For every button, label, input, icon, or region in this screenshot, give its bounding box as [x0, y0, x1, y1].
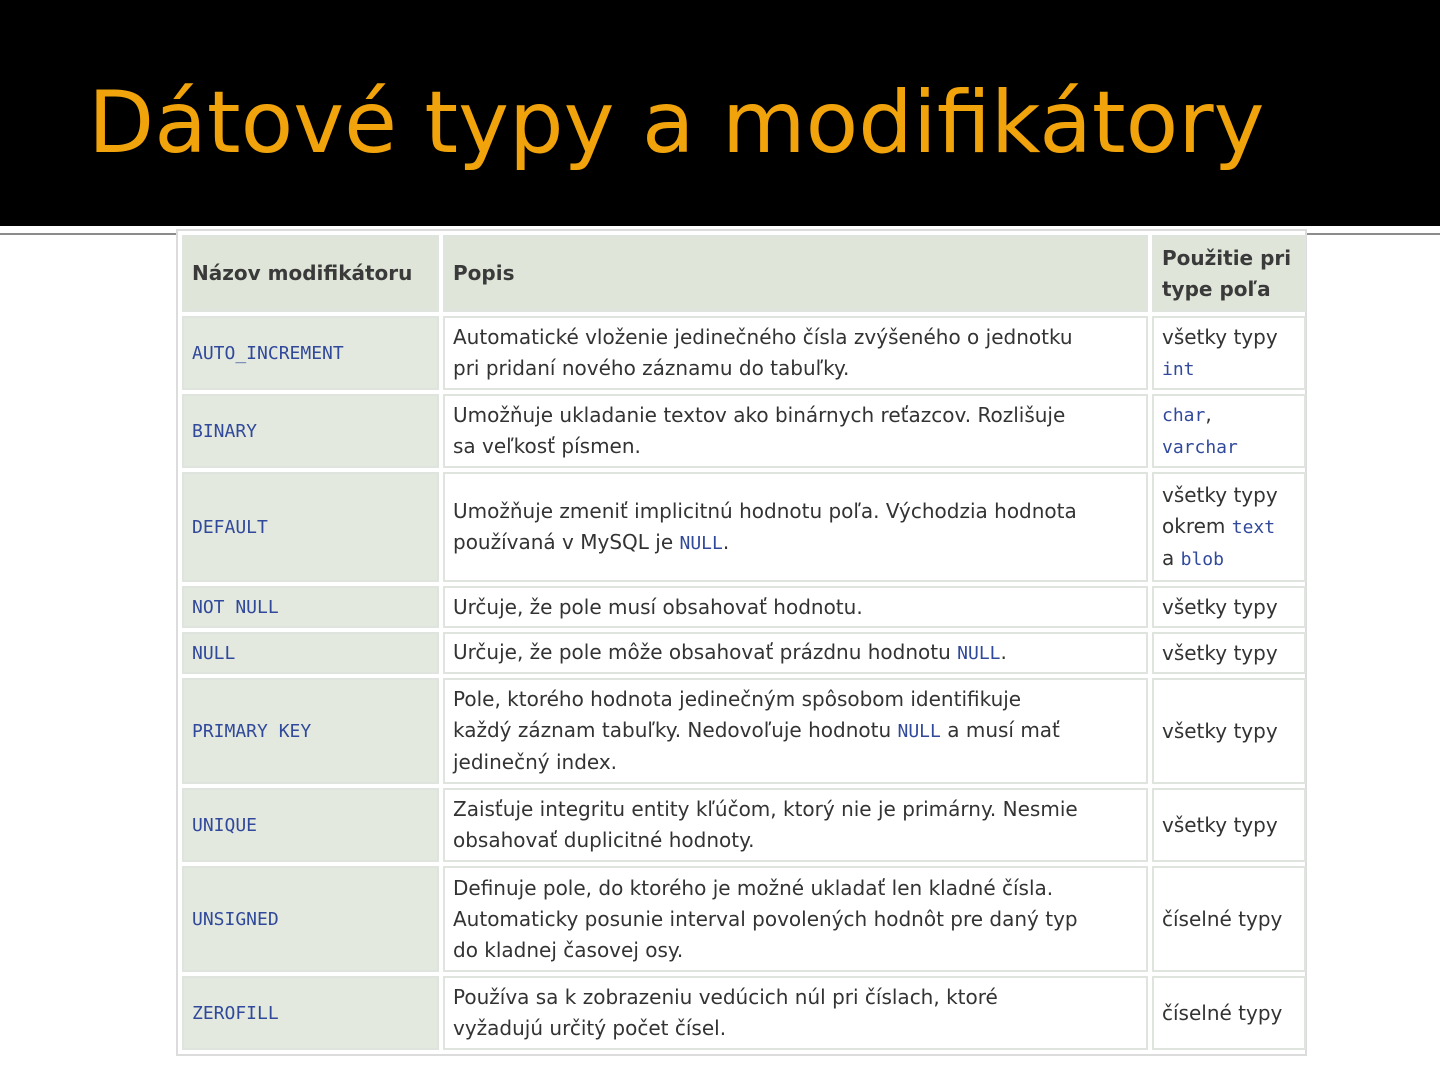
description-line: pri pridaní nového záznamu do tabuľky. — [453, 356, 850, 380]
table-row — [182, 472, 1306, 582]
header-usage-line2: type poľa — [1162, 276, 1271, 301]
modifier-description — [443, 472, 1148, 582]
header-usage-line1: Použitie pri — [1162, 245, 1292, 270]
header-usage — [1152, 235, 1306, 312]
modifier-description — [443, 788, 1148, 862]
modifier-usage: všetky typy — [1152, 586, 1306, 628]
description-line: vyžadujú určitý počet čísel. — [453, 1016, 727, 1040]
modifier-name: DEFAULT — [182, 472, 439, 582]
modifier-name: NOT NULL — [182, 586, 439, 628]
table-row — [182, 632, 1306, 674]
usage-code: varchar — [1162, 437, 1238, 458]
description-line: obsahovať duplicitné hodnoty. — [453, 828, 755, 852]
header-description: Popis — [443, 235, 1148, 312]
table-row — [182, 678, 1306, 784]
modifier-description — [443, 632, 1148, 674]
description-code: NULL — [897, 721, 941, 742]
modifier-description: Určuje, že pole musí obsahovať hodnotu. — [443, 586, 1148, 628]
usage-code: char — [1162, 405, 1206, 426]
modifier-name: PRIMARY KEY — [182, 678, 439, 784]
table-row — [182, 316, 1306, 390]
modifier-usage: všetky typy — [1152, 678, 1306, 784]
modifier-name: UNIQUE — [182, 788, 439, 862]
description-code: NULL — [679, 532, 723, 554]
modifiers-table — [178, 231, 1310, 1054]
description-line: Umožňuje zmeniť implicitnú hodnotu poľa. Východzia hodnota — [453, 498, 1077, 523]
modifier-description — [443, 678, 1148, 784]
title-bar — [0, 0, 1440, 226]
table-row — [182, 788, 1306, 862]
description-line: Používa sa k zobrazeniu vedúcich núl pri číslach, ktoré — [453, 985, 998, 1009]
modifier-description — [443, 866, 1148, 972]
table-header-row — [182, 235, 1306, 312]
description-line: Zaisťuje integritu entity kľúčom, ktorý nie je primárny. Nesmie — [453, 797, 1078, 821]
modifier-name: NULL — [182, 632, 439, 674]
description-text: každý záznam tabuľky. Nedovoľuje hodnotu — [453, 718, 898, 742]
usage-text: všetky typy — [1162, 324, 1278, 349]
modifier-usage: všetky typy — [1152, 632, 1306, 674]
modifier-usage — [1152, 316, 1306, 390]
modifiers-table-frame — [176, 229, 1307, 1056]
usage-text: a — [1162, 545, 1181, 570]
modifier-usage — [1152, 394, 1306, 468]
table-row — [182, 976, 1306, 1050]
description-text: . — [722, 529, 730, 554]
table-row — [182, 866, 1306, 972]
modifier-name: UNSIGNED — [182, 866, 439, 972]
modifier-name: BINARY — [182, 394, 439, 468]
modifier-name: ZEROFILL — [182, 976, 439, 1050]
description-line: Umožňuje ukladanie textov ako binárnych reťazcov. Rozlišuje — [453, 403, 1066, 427]
slide-title: Dátové typy a modifikátory — [88, 73, 1265, 173]
description-line: Automaticky posunie interval povolených hodnôt pre daný typ — [453, 906, 1078, 931]
modifier-name: AUTO_INCREMENT — [182, 316, 439, 390]
description-line: Automatické vloženie jedinečného čísla zvýšeného o jednotku — [453, 325, 1073, 349]
modifier-usage: všetky typy — [1152, 788, 1306, 862]
modifier-usage — [1152, 472, 1306, 582]
modifier-usage: číselné typy — [1152, 976, 1306, 1050]
modifier-description — [443, 976, 1148, 1050]
description-line: jedinečný index. — [453, 750, 618, 774]
usage-separator: , — [1205, 402, 1212, 426]
description-text: Určuje, že pole môže obsahovať prázdnu hodnotu — [453, 640, 958, 664]
usage-text: všetky typy — [1162, 482, 1278, 507]
usage-code: blob — [1180, 548, 1224, 570]
description-text: . — [1000, 640, 1007, 664]
description-line: do kladnej časovej osy. — [453, 937, 684, 962]
header-name: Názov modifikátoru — [182, 235, 439, 312]
table-row — [182, 394, 1306, 468]
description-line: sa veľkosť písmen. — [453, 434, 641, 458]
usage-code: int — [1162, 358, 1195, 380]
modifier-usage: číselné typy — [1152, 866, 1306, 972]
table-row — [182, 586, 1306, 628]
modifier-description — [443, 394, 1148, 468]
usage-text: okrem — [1162, 513, 1232, 538]
description-line: Pole, ktorého hodnota jedinečným spôsobom identifikuje — [453, 687, 1022, 711]
description-code: NULL — [957, 643, 1001, 664]
description-line: Definuje pole, do ktorého je možné ukladať len kladné čísla. — [453, 875, 1054, 900]
usage-code: text — [1231, 516, 1276, 538]
modifier-description — [443, 316, 1148, 390]
description-text: používaná v MySQL je — [453, 529, 680, 554]
description-text: a musí mať — [940, 718, 1060, 742]
